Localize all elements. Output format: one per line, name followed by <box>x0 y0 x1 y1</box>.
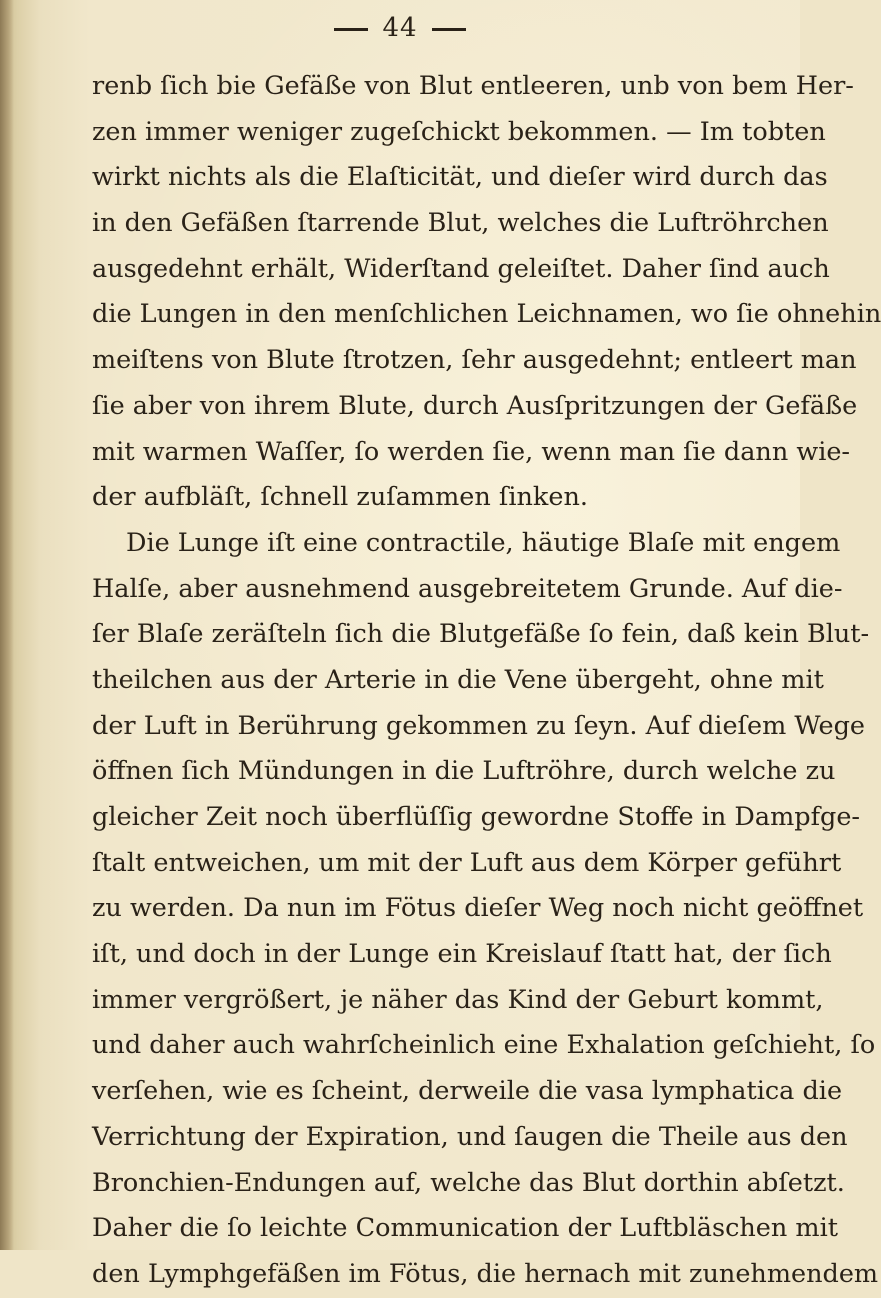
text-line: iſt, und doch in der Lunge ein Kreislauf ſtatt hat, der ſich <box>92 939 832 970</box>
text-line: den Lymphgefäßen im Fötus, die hernach mit zunehmendem <box>92 1258 879 1289</box>
text-line: Halſe, aber ausnehmend ausgebreitetem Grunde. Auf die- <box>92 573 843 604</box>
text-line: Daher die ſo leichte Communication der Luftbläschen mit <box>92 1213 838 1244</box>
page-header <box>0 8 800 48</box>
text-line: Die Lunge iſt eine contractile, häutige Blaſe mit engem <box>126 527 841 558</box>
text-line: verſehen, wie es ſcheint, derweile die vasa lymphatica die <box>92 1076 843 1107</box>
text-line: der aufbläſt, ſchnell zuſammen ſinken. <box>92 482 588 513</box>
text-line: ſer Blaſe zeräſteln ſich die Blutgefäße ſo fein, daß kein Blut- <box>92 619 870 650</box>
text-line: die Lungen in den menſchlichen Leichnamen, wo ſie ohnehin <box>92 299 881 330</box>
text-line: gleicher Zeit noch überflüſſig gewordne Stoffe in Dampfge- <box>92 802 861 832</box>
text-line: wirkt nichts als die Elaſticität, und dieſer wird durch das <box>92 162 828 193</box>
binding-shadow <box>0 0 14 1250</box>
text-line: der Luft in Berührung gekommen zu ſeyn. Auf dieſem Wege <box>92 710 866 741</box>
body-text <box>92 64 881 1298</box>
text-line: theilchen aus der Arterie in die Vene übergeht, ohne mit <box>92 664 824 695</box>
text-line: immer vergrößert, je näher das Kind der Geburt kommt, <box>92 984 824 1015</box>
page-number: 44 <box>382 13 418 43</box>
text-line: ausgedehnt erhält, Widerſtand geleiſtet. Daher ſind auch <box>92 253 830 284</box>
text-line: renb ſich bie Gefäße von Blut entleeren, unb von bem Her- <box>92 71 854 101</box>
text-line: öffnen ſich Mündungen in die Luftröhre, durch welche zu <box>92 756 836 787</box>
header-dash-right <box>432 28 466 31</box>
text-line: ſie aber von ihrem Blute, durch Ausſpritzungen der Gefäße <box>92 390 858 421</box>
text-line: meiſtens von Blute ſtrotzen, ſehr ausgedehnt; entleert man <box>92 345 857 376</box>
text-line: zu werden. Da nun im Fötus dieſer Weg noch nicht geöffnet <box>92 893 864 924</box>
text-line: ſtalt entweichen, um mit der Luft aus dem Körper geführt <box>92 847 842 878</box>
text-line: Bronchien-Endungen auf, welche das Blut dorthin abſetzt. <box>92 1167 845 1198</box>
header-dash-left <box>334 28 368 31</box>
text-line: Verrichtung der Expiration, und ſaugen die Theile aus den <box>92 1121 848 1152</box>
text-line: mit warmen Waſſer, ſo werden ſie, wenn man ſie dann wie- <box>92 436 851 467</box>
text-line: und daher auch wahrſcheinlich eine Exhalation geſchieht, ſo <box>92 1030 876 1061</box>
text-line: in den Gefäßen ſtarrende Blut, welches die Luftröhrchen <box>92 208 829 239</box>
text-line: zen immer weniger zugeſchickt bekommen. — Im tobten <box>92 116 826 147</box>
